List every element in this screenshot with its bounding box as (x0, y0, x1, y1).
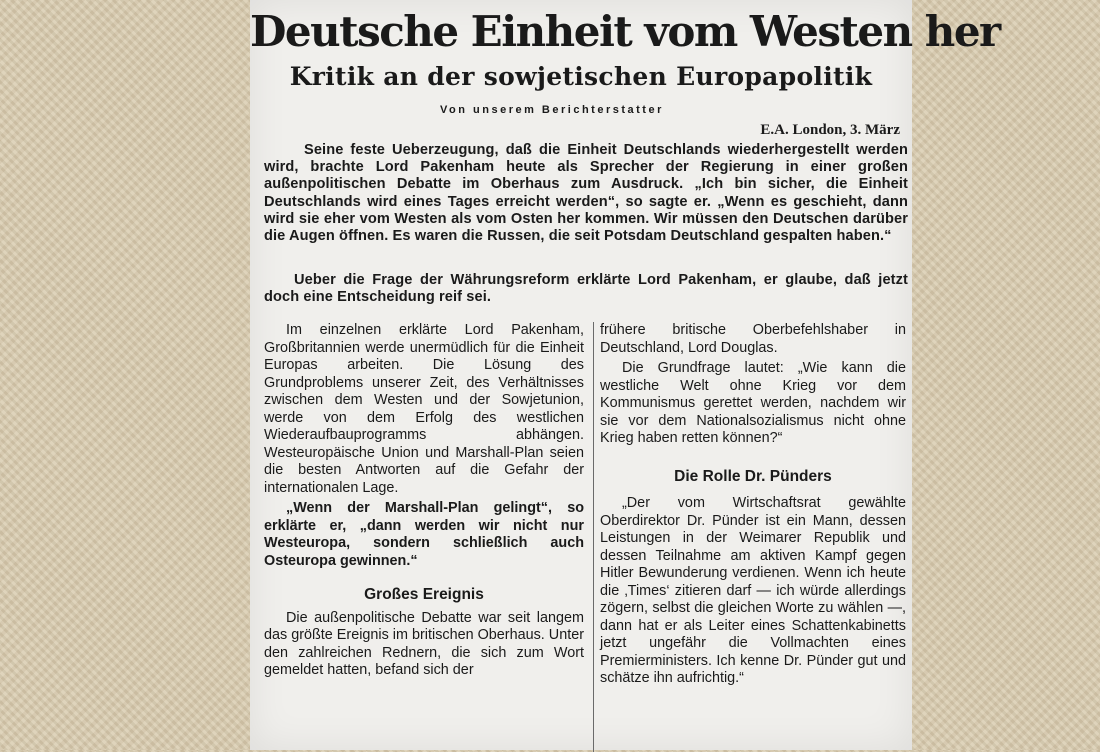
left-column (264, 322, 584, 680)
right-column (600, 322, 906, 688)
right-column-subheading: Die Rolle Dr. Pünders (674, 467, 832, 485)
left-column-quote-paragraph: „Wenn der Marshall-Plan gelingt“, so erklärte er, „dann werden wir nicht nur Westeuropa, sondern schließlich auch Osteuropa gewinnen.“ (264, 500, 584, 569)
headline: Deutsche Einheit vom Westen her (250, 7, 1000, 56)
byline: Von unserem Berichterstatter (440, 104, 664, 116)
lead-paragraph-1: Seine feste Ueberzeugung, daß die Einheit Deutschlands wiederhergestellt werden wird, brachte Lord Pakenham heute als Sprecher der Regierung in einer großen außenpolitischen Debatte im Oberhaus zum Ausdruck. „Ich bin sicher, die Einheit Deutschlands wird eines Tages erreicht werden“, so sagte er. „Wenn es geschieht, dann wird sie eher vom Westen als vom Osten her kommen. Wir müssen den Deutschen darüber die Augen öffnen. Es waren die Russen, die seit Potsdam Deutschland gespalten haben.“ (264, 142, 908, 245)
right-column-paragraph-3: „Der vom Wirtschaftsrat gewählte Oberdirektor Dr. Pünder ist ein Mann, dessen Leistungen in der Weimarer Republik und dessen Teilnahme am aktiven Kampf gegen Hitler Bewunderung verdienen. Wenn ich heute die ‚Times‘ zitieren darf — ich würde allerdings zögern, selbst die gleichen Worte zu wählen —, dann hat er als Leiter eines Schattenkabinetts jetzt ungefähr die Vollmachten eines Premierministers. Ich kenne Dr. Pünder gut und schätze ihn aufrichtig.“ (600, 495, 906, 686)
lead-paragraph-2: Ueber die Frage der Währungsreform erklärte Lord Pakenham, er glaube, daß jetzt doch eine Entscheidung reif sei. (264, 272, 908, 306)
left-column-paragraph-1: Im einzelnen erklärte Lord Pakenham, Großbritannien werde unermüdlich für die Einheit Europas arbeiten. Die Lösung des Grundproblems unserer Zeit, des Verhältnisses zwischen dem Westen und der Sowjetunion, werde von dem Erfolg des westlichen Wiederaufbauprogramms abhängen. Westeuropäische Union und Marshall-Plan seien die besten Antworten auf die Gefahr der internationalen Lage. (264, 322, 584, 496)
left-column-paragraph-3: Die außenpolitische Debatte war seit langem das größte Ereignis im britischen Oberhaus. Unter den zahlreichen Rednern, die sich zum Wort gemeldet hatten, befand sich der (264, 609, 584, 678)
newspaper-clipping (250, 0, 1000, 750)
left-column-subheading: Großes Ereignis (364, 586, 484, 603)
column-divider (593, 322, 594, 752)
subheadline: Kritik an der sowjetischen Europapolitik (289, 62, 873, 91)
dateline: E.A. London, 3. März (760, 122, 900, 138)
right-column-paragraph-1: frühere britische Oberbefehlshaber in Deutschland, Lord Douglas. (600, 322, 906, 356)
right-column-paragraph-2: Die Grundfrage lautet: „Wie kann die westliche Welt ohne Krieg vor dem Kommunismus gerettet werden, nachdem wir sie vor dem Nationalsozialismus nicht ohne Krieg haben retten können?“ (600, 360, 906, 446)
